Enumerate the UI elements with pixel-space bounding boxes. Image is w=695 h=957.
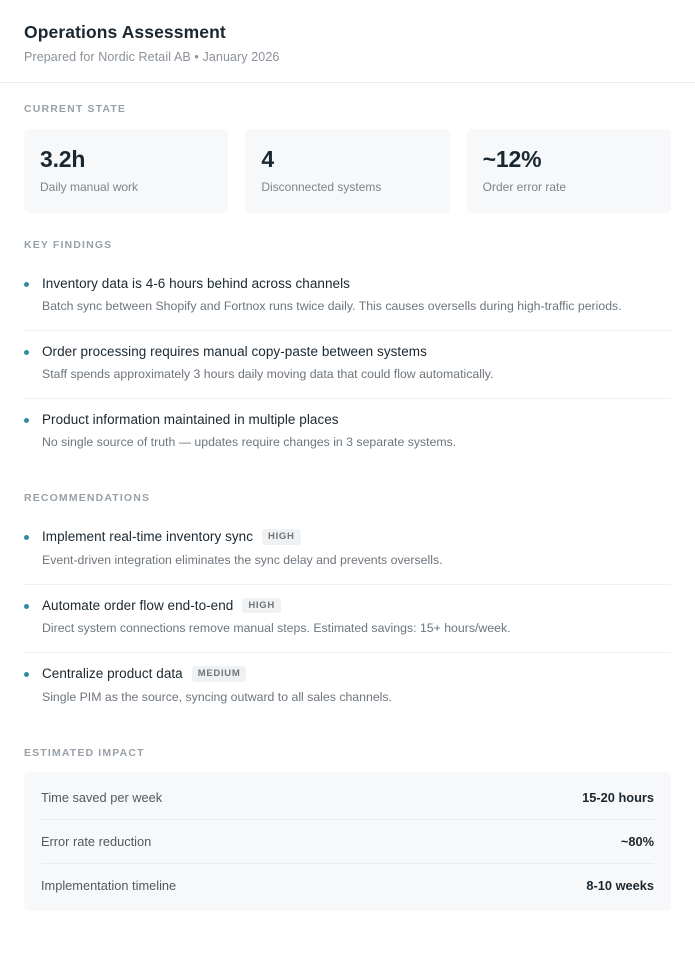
page-title: Operations Assessment: [24, 22, 226, 42]
recommendations-list: [24, 516, 671, 721]
bullet-icon: [24, 418, 29, 423]
document-header: [0, 0, 695, 83]
list-item-description: Batch sync between Shopify and Fortnox runs twice daily. This causes oversells during high-traffic periods.: [42, 299, 622, 313]
list-item: [24, 263, 671, 331]
recommendations-section: [0, 492, 695, 721]
impact-row-value: ~80%: [620, 833, 654, 849]
current-state-section: [0, 103, 695, 213]
stat-label: Daily manual work: [40, 180, 139, 194]
table-row: [41, 864, 654, 907]
list-item-title: Centralize product data: [42, 666, 183, 682]
stat-label: Order error rate: [482, 180, 567, 194]
stat-card: [24, 129, 228, 213]
bullet-icon: [24, 672, 29, 677]
table-row: [41, 776, 654, 820]
list-item-description: Single PIM as the source, syncing outward to all sales channels.: [42, 689, 392, 704]
estimated-impact-label: ESTIMATED IMPACT: [24, 746, 145, 759]
stat-label: Disconnected systems: [261, 180, 382, 194]
bullet-icon: [24, 282, 29, 287]
impact-row-key: Time saved per week: [41, 789, 163, 805]
priority-badge: MEDIUM: [192, 666, 247, 682]
list-item-head: [42, 598, 671, 614]
list-item-description: Staff spends approximately 3 hours daily moving data that could flow automatically.: [42, 367, 494, 382]
list-item-title: Automate order flow end-to-end: [42, 597, 234, 613]
current-state-label: CURRENT STATE: [24, 103, 127, 115]
list-item-head: [42, 529, 671, 545]
impact-row-key: Error rate reduction: [41, 833, 152, 849]
key-findings-section: [0, 239, 695, 466]
priority-badge: HIGH: [242, 598, 281, 614]
priority-badge: HIGH: [262, 529, 301, 545]
stat-value: 4: [261, 146, 274, 172]
estimated-impact-section: [0, 747, 695, 941]
impact-row-key: Implementation timeline: [41, 877, 177, 893]
stat-value: 3.2h: [40, 146, 86, 172]
list-item-description: Event-driven integration eliminates the sync delay and prevents oversells.: [42, 552, 443, 567]
stat-card: [467, 129, 671, 213]
bullet-icon: [24, 350, 29, 355]
list-item: [24, 585, 671, 654]
list-item: [24, 331, 671, 399]
table-row: [41, 820, 654, 864]
list-item-title: Order processing requires manual copy-paste between systems: [42, 344, 427, 360]
key-findings-list: [24, 263, 671, 466]
list-item: [24, 516, 671, 585]
stat-value: ~12%: [482, 146, 542, 172]
estimated-impact-table: [24, 772, 671, 911]
bullet-icon: [24, 535, 29, 540]
list-item: [24, 399, 671, 466]
impact-row-value: 8-10 weeks: [586, 877, 654, 893]
list-item-title: Implement real-time inventory sync: [42, 529, 254, 545]
list-item: [24, 653, 671, 721]
list-item-description: No single source of truth — updates require changes in 3 separate systems.: [42, 435, 457, 450]
list-item-head: [42, 344, 671, 359]
list-item-title: Product information maintained in multiple places: [42, 412, 339, 428]
bullet-icon: [24, 604, 29, 609]
page-subtitle: Prepared for Nordic Retail AB • January 2026: [24, 50, 280, 64]
list-item-description: Direct system connections remove manual steps. Estimated savings: 15+ hours/week.: [42, 621, 511, 636]
list-item-head: [42, 666, 671, 682]
impact-row-value: 15-20 hours: [582, 789, 654, 805]
recommendations-label: RECOMMENDATIONS: [24, 492, 151, 505]
stat-card-row: [24, 129, 671, 213]
list-item-title: Inventory data is 4-6 hours behind across channels: [42, 276, 350, 291]
list-item-head: [42, 276, 671, 291]
key-findings-label: KEY FINDINGS: [24, 239, 113, 251]
list-item-head: [42, 412, 671, 427]
stat-card: [245, 129, 449, 213]
